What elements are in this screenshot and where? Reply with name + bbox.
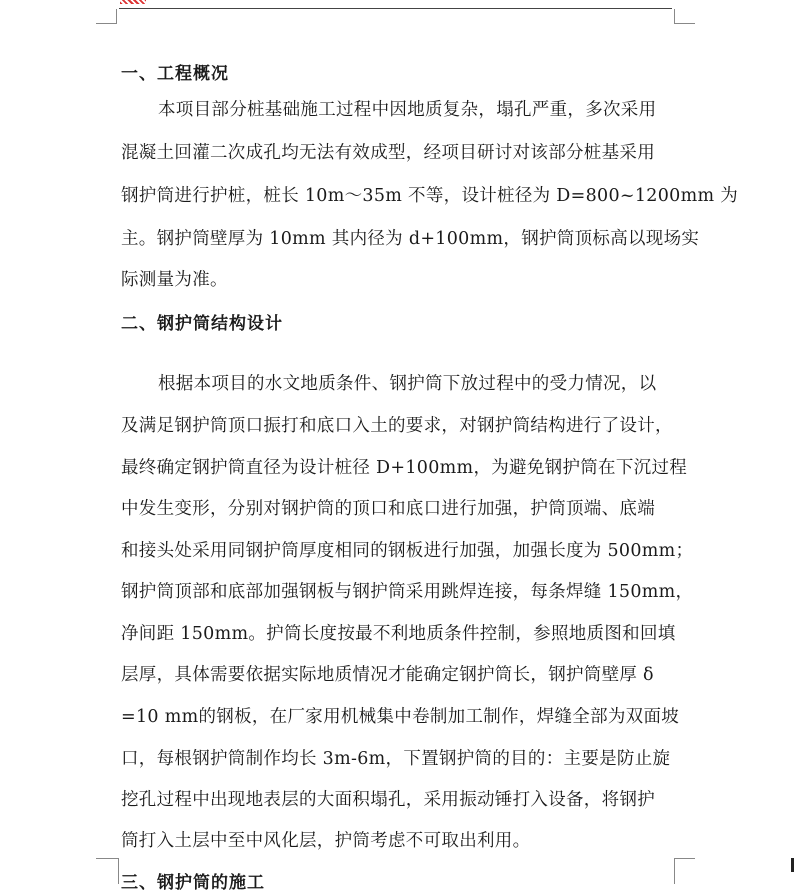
paragraph-2-line: 挖孔过程中出现地表层的大面积塌孔，采用振动锤打入设备，将钢护 xyxy=(121,790,655,810)
paragraph-2-line: =10 mm的钢板，在厂家用机械集中卷制加工制作，焊缝全部为双面坡 xyxy=(121,707,680,727)
paragraph-2-line: 根据本项目的水文地质条件、钢护筒下放过程中的受力情况，以 xyxy=(158,374,657,394)
paragraph-2-line: 中发生变形，分别对钢护筒的顶口和底口进行加强，护筒顶端、底端 xyxy=(121,499,655,519)
paragraph-2-line: 净间距 150mm。护筒长度按最不利地质条件控制，参照地质图和回填 xyxy=(121,624,676,644)
paragraph-1-line: 主。钢护筒壁厚为 10mm 其内径为 d+100mm，钢护筒顶标高以现场实 xyxy=(121,229,700,249)
paragraph-1-line: 混凝土回灌二次成孔均无法有效成型，经项目研讨对该部分桩基采用 xyxy=(121,143,655,163)
paragraph-2-line: 及满足钢护筒顶口振打和底口入土的要求，对钢护筒结构进行了设计， xyxy=(121,416,673,436)
paragraph-2-line: 口，每根钢护筒制作均长 3m-6m，下置钢护筒的目的：主要是防止旋 xyxy=(121,749,671,769)
text-cursor xyxy=(791,858,794,872)
paragraph-2-line: 筒打入土层中至中风化层，护筒考虑不可取出利用。 xyxy=(121,831,531,851)
paragraph-2-line: 最终确定钢护筒直径为设计桩径 D+100mm，为避免钢护筒在下沉过程 xyxy=(121,458,688,478)
paragraph-2-line: 和接头处采用同钢护筒厚度相同的钢板进行加强，加强长度为 500mm； xyxy=(121,541,694,561)
section-heading-3: 三、钢护筒的施工 xyxy=(121,873,265,893)
paragraph-1-line: 本项目部分桩基础施工过程中因地质复杂，塌孔严重，多次采用 xyxy=(158,100,657,120)
margin-corner-mark xyxy=(674,858,695,884)
header-rule xyxy=(119,8,672,9)
section-heading-2: 二、钢护筒结构设计 xyxy=(121,314,283,334)
margin-corner-mark xyxy=(674,9,695,24)
paragraph-2-line: 钢护筒顶部和底部加强钢板与钢护筒采用跳焊连接，每条焊缝 150mm， xyxy=(121,582,694,602)
margin-corner-mark xyxy=(96,858,119,884)
paragraph-2-line: 层厚，具体需要依据实际地质情况才能确定钢护筒长，钢护筒壁厚 δ xyxy=(121,665,654,685)
section-heading-1: 一、工程概况 xyxy=(121,64,229,84)
paragraph-1-line: 际测量为准。 xyxy=(121,270,228,290)
spellcheck-underline xyxy=(120,0,146,4)
paragraph-1-line: 钢护筒进行护桩，桩长 10m～35m 不等，设计桩径为 D=800~1200mm 为 xyxy=(121,186,739,206)
margin-corner-mark xyxy=(96,9,117,24)
page-header xyxy=(118,0,673,12)
